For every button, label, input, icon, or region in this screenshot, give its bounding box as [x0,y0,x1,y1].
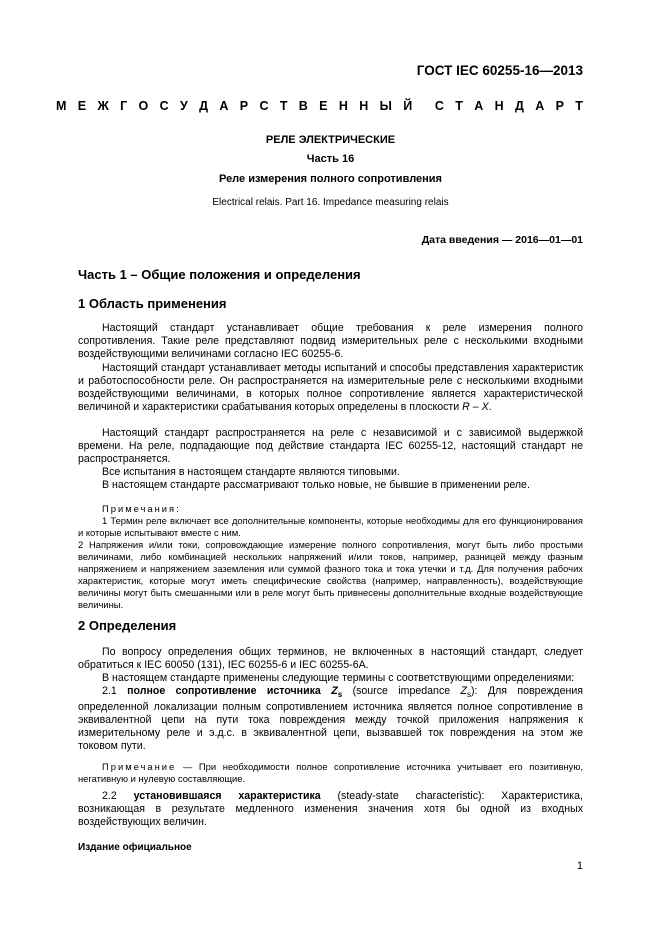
banner-letter: Н [338,99,348,113]
definition-note: Примечание — При необходимости полное сопротивление источника учитывает его позитивную, негативную и нулевую составляющие. [78,761,583,784]
introduction-date: Дата введения — 2016—01—01 [421,234,583,246]
title-line-3: Реле измерения полного сопротивления [219,173,442,185]
title-line-2: Часть 16 [306,153,355,165]
section-1-paragraph-2: Настоящий стандарт устанавливает методы испытаний и способы представления характеристик и работоспособности реле. Он распространяется на измерительные реле с несколькими входными воздействующими величинами, в которых полное сопротивление является характеристической величиной и характеристики срабатывания которых определены в плоскости R – X. [78,362,583,413]
page-number: 1 [576,860,583,872]
banner-letter: Е [319,99,328,113]
section-1-paragraph-1: Настоящий стандарт устанавливает общие требования к реле измерения полного сопротивления. Такие реле представляют подвид измерительных реле с несколькими входными воздействующими величинами согласно IEC 60255-6. [78,322,583,360]
banner-letter: Ы [379,99,392,113]
banner-letter: Д [514,99,524,113]
banner-letter: У [180,99,188,113]
banner-letter: А [219,99,229,113]
section-2-paragraph-2: В настоящем стандарте применены следующие термины с соответствующими определениями: [102,672,575,684]
banner-letter: Е [77,99,87,113]
banner-letter: Ж [97,99,109,113]
banner-letter: Н [494,99,504,113]
title-line-1: РЕЛЕ ЭЛЕКТРИЧЕСКИЕ [265,134,396,146]
banner-letter: С [434,99,444,113]
banner-letter: С [259,99,269,113]
section-1-paragraph-5: В настоящем стандарте рассматривают только новые, не бывшие в применении реле. [102,479,530,491]
definition-2-2: 2.2 установившаяся характеристика (steady-state characteristic): Характеристика, возникающая в результате медленного изменения значения хотя бы одной из входных воздействующих величин. [78,790,584,828]
section-1-paragraph-3: Настоящий стандарт распространяется на реле с независимой и с зависимой выдержкой времени. На реле, подпадающие под действие стандарта IEC 60255-12, настоящий стандарт не распространяется. [78,427,583,465]
banner-letter: Т [455,99,463,113]
section-2-heading: 2 Определения [78,618,177,633]
edition-label: Издание официальное [78,842,192,853]
note-1: 1 Термин реле включает все дополнительные компоненты, которые необходимы для его функционирования и которые испытывают вместе с ним. [78,515,583,538]
banner-letter: Н [359,99,369,113]
banner-letter: О [138,99,149,113]
banner-letter: М [56,99,67,113]
interstate-standard-banner [56,99,583,113]
banner-letter: С [159,99,169,113]
banner-letter: Т [575,99,583,113]
banner-letter: Г [120,99,128,113]
standard-number: ГОСТ IEC 60255-16—2013 [416,63,583,78]
section-1-heading: 1 Область применения [78,296,227,311]
banner-letter: А [474,99,484,113]
banner-letter: Р [239,99,249,113]
banner-letter: В [298,99,308,113]
section-2-paragraph-1: По вопросу определения общих терминов, не включенных в настоящий стандарт, следует обратиться к IEC 60050 (131), IEC 60255-6 и IEC 60255-6A. [78,646,583,671]
banner-letter: А [535,99,545,113]
banner-letter: Й [403,99,413,113]
banner-letter: Т [279,99,288,113]
title-english: Electrical relais. Part 16. Impedance measuring relais [212,197,449,208]
note-2: 2 Напряжения и/или токи, сопровождающие измерение полного сопротивления, могут быть либо простыми величинами, либо комбинацией нескольких напряжений и/или токов, например, разницей между фазным напряжением и напряжением заземления или суммой фазного тока и тока утечки и т.д. Для получения рабочих характеристик, которые могут иметь специфические свойства (например, направленность), воздействующие величины могут быть смешанными или в реле могут быть привнесены дополнительные входные воздействующие величины. [78,539,583,610]
banner-letter: Р [555,99,564,113]
banner-letter: Д [199,99,209,113]
part-heading: Часть 1 – Общие положения и определения [78,267,361,282]
section-1-paragraph-4: Все испытания в настоящем стандарте являются типовыми. [102,466,400,478]
definition-2-1: 2.1 полное сопротивление источника $Z_s$ (source impedance $Z_s$): Для повреждения определенной локализации полным сопротивлением источника является полное сопротивление в эквивалентной цепи на пути тока повреждения между точкой приложения напряжения к измерительному реле и э.д.с. в эквивалентной цепи, вызвавшей ток повреждения на этом же токовом пути. [78,685,584,753]
notes-label: Примечания: [102,503,181,514]
